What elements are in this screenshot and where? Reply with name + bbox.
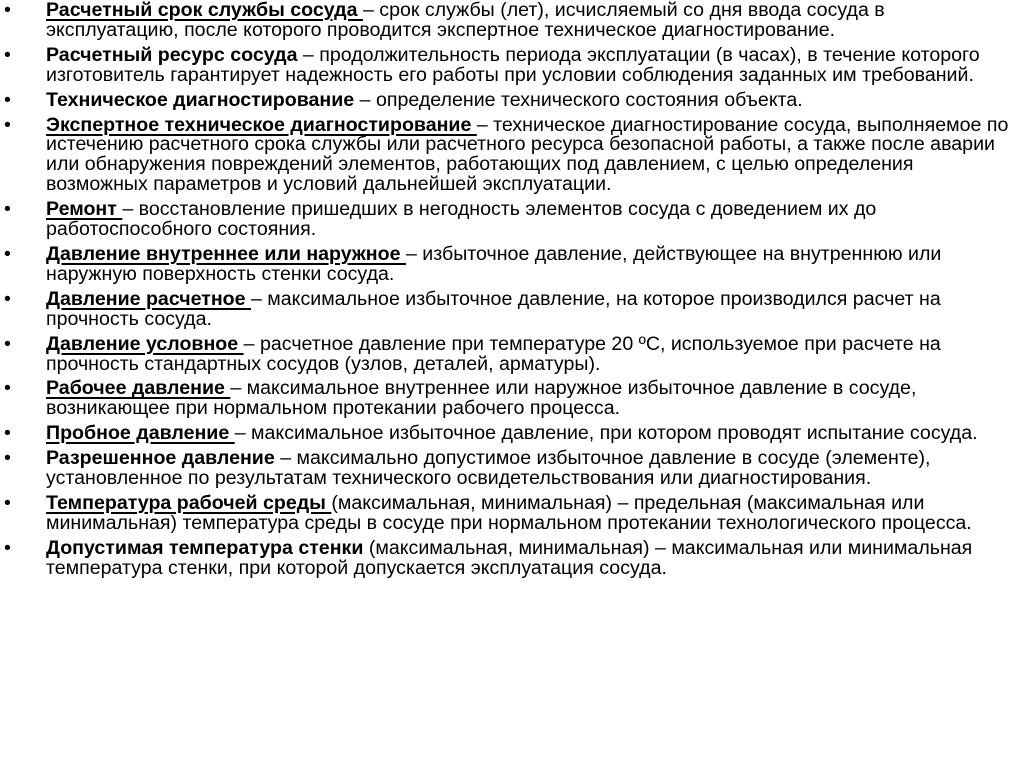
definition-item [0,88,1024,111]
definition-text: – избыточное давление, действующее на внутреннюю или наружную поверхность стенки сосуда. [46,242,942,285]
definition-text: – максимально допустимое избыточное давление в сосуде (элементе), установленное по результатам технического освидетельствования или диагностирования. [46,447,931,490]
definition-item [0,424,1024,444]
definition-list [0,1,1024,584]
definition-term: Давление внутреннее или наружное [46,242,406,265]
bullet-icon: • [4,377,11,400]
definition-term: Пробное давление [46,422,235,445]
definition-item [0,287,1024,330]
definition-term: Допустимая температура стенки [46,536,369,559]
bullet-icon: • [4,491,11,514]
definition-text: – техническое диагностирование сосуда, выполняемое по истечению расчетного срока службы или расчетного ресурса безопасной работы, а также после аварии или обнаружения повреждений элементов, работающих под давлением, с целью определения возможных параметров и условий дальнейшей эксплуатации. [46,113,1009,196]
definition-item [0,536,1024,579]
definition-item [0,379,1024,419]
definition-text: – максимальное внутреннее или наружное избыточное давление в сосуде, возникающее при нормальном протекании рабочего процесса. [46,377,917,420]
definition-text: – восстановление пришедших в негодность элементов сосуда с доведением их до работоспособного состояния. [46,198,877,241]
definition-term: Техническое диагностирование [46,88,360,111]
definition-item [0,113,1024,196]
definition-text: – расчетное давление при температуре 20 ºС, используемое при расчете на прочность стандартных сосудов (узлов, деталей, арматуры). [46,332,941,375]
bullet-icon: • [4,536,11,559]
definition-item [0,491,1024,534]
definition-item [0,242,1024,285]
definition-term: Давление расчетное [46,287,251,310]
definition-term: Температура рабочей среды [46,491,332,514]
definition-term: Ремонт [46,198,123,221]
bullet-icon: • [4,43,11,66]
bullet-icon: • [4,422,11,445]
definition-term: Расчетный срок службы сосуда [46,0,363,21]
definition-text: – продолжительность периода эксплуатации (в часах), в течение которого изготовитель гарантирует надежность его работы при условии соблюдения заданных им требований. [46,43,980,86]
definition-term: Расчетный ресурс сосуда [46,43,303,66]
definition-item [0,332,1024,375]
definition-text: – определение технического состояния объекта. [359,88,803,111]
bullet-icon: • [4,113,11,136]
definition-text: – максимальное избыточное давление, на которое производился расчет на прочность сосуда. [46,287,941,330]
definition-term: Давление условное [46,332,244,355]
definition-item [0,43,1024,86]
definition-text: (максимальная, минимальная) – предельная (максимальная или минимальная) температура среды в сосуде при нормальном протекании технологического процесса. [46,491,972,534]
bullet-icon: • [4,0,11,21]
definition-text: – срок службы (лет), исчисляемый со дня ввода сосуда в эксплуатацию, после которого проводится экспертное техническое диагностирование. [46,0,885,41]
bullet-icon: • [4,242,11,265]
definition-term: Разрешенное давление [46,447,281,470]
bullet-icon: • [4,198,11,221]
definition-term: Рабочее давление [46,377,231,400]
bullet-icon: • [4,287,11,310]
definition-text: (максимальная, минимальная) – максимальная или минимальная температура стенки, при которой допускается эксплуатация сосуда. [46,536,973,579]
definition-text: – максимальное избыточное давление, при котором проводят испытание сосуда. [234,422,978,445]
bullet-icon: • [4,332,11,355]
definition-item [0,200,1024,240]
bullet-icon: • [4,447,11,470]
definition-item [0,449,1024,489]
bullet-icon: • [4,88,11,111]
definition-term: Экспертное техническое диагностирование [46,113,477,136]
definition-item [0,1,1024,41]
